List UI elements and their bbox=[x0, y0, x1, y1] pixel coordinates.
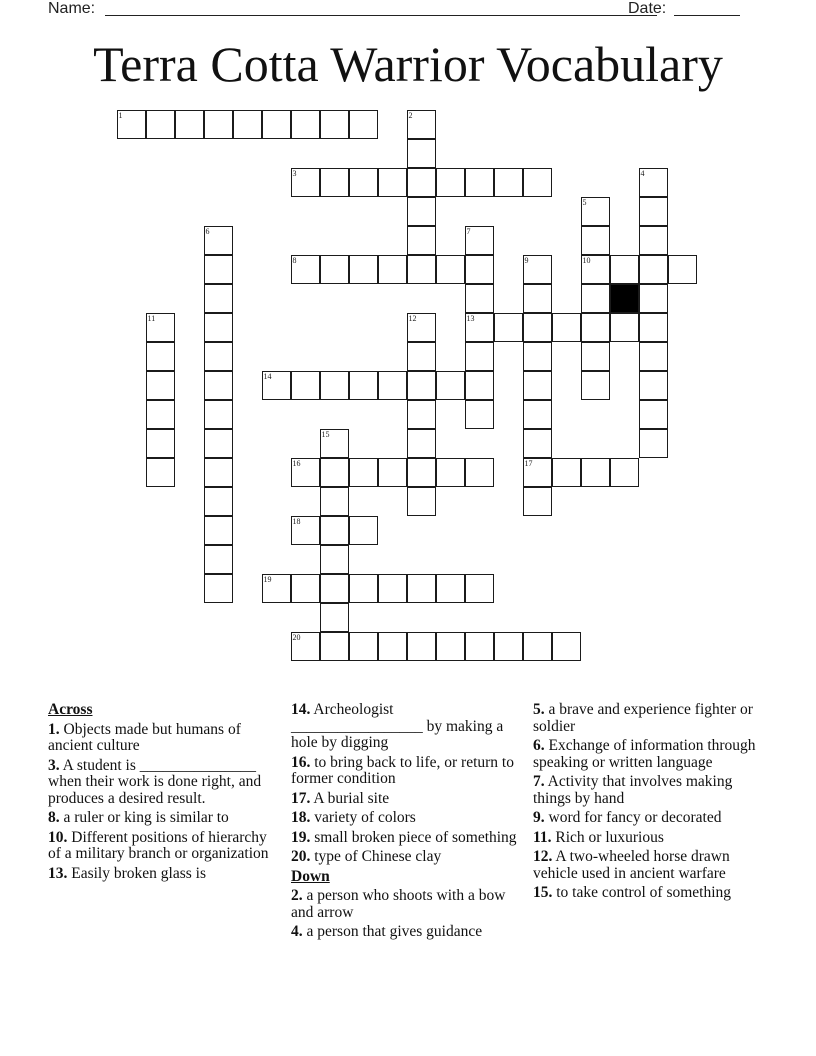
grid-cell[interactable] bbox=[523, 255, 552, 284]
grid-cell[interactable] bbox=[639, 371, 668, 400]
grid-cell[interactable] bbox=[291, 458, 320, 487]
cell-number: 15 bbox=[321, 429, 330, 439]
grid-cell[interactable] bbox=[320, 632, 349, 661]
grid-cell[interactable] bbox=[291, 516, 320, 545]
grid-cell[interactable] bbox=[610, 458, 639, 487]
cell-number: 1 bbox=[118, 110, 123, 120]
cell-number: 9 bbox=[524, 255, 529, 265]
grid-cell[interactable] bbox=[146, 110, 175, 139]
grid-cell[interactable] bbox=[291, 255, 320, 284]
grid-cell[interactable] bbox=[581, 342, 610, 371]
grid-cell[interactable] bbox=[204, 255, 233, 284]
clue-text: A burial site bbox=[313, 789, 390, 807]
grid-cell[interactable] bbox=[523, 400, 552, 429]
grid-cell[interactable] bbox=[436, 168, 465, 197]
grid-cell[interactable] bbox=[204, 545, 233, 574]
clue-across-16 bbox=[291, 755, 523, 788]
clue-across-19 bbox=[291, 830, 523, 847]
grid-cell[interactable] bbox=[320, 110, 349, 139]
grid-cell[interactable] bbox=[407, 168, 436, 197]
clue-text: a ruler or king is similar to bbox=[63, 809, 229, 826]
grid-cell[interactable] bbox=[407, 487, 436, 516]
grid-cell[interactable] bbox=[436, 458, 465, 487]
grid-cell[interactable] bbox=[581, 284, 610, 313]
grid-cell[interactable] bbox=[407, 313, 436, 342]
grid-cell[interactable] bbox=[639, 342, 668, 371]
clue-text: Easily broken glass is bbox=[71, 864, 206, 882]
black-square bbox=[610, 284, 639, 313]
clue-number: 5. bbox=[533, 701, 545, 718]
grid-cell[interactable] bbox=[639, 284, 668, 313]
grid-cell[interactable] bbox=[407, 342, 436, 371]
cell-number: 20 bbox=[292, 632, 301, 642]
grid-cell[interactable] bbox=[639, 429, 668, 458]
clue-across-20 bbox=[291, 849, 523, 866]
grid-cell[interactable] bbox=[349, 516, 378, 545]
clue-text: Exchange of information through speaking or written language bbox=[533, 737, 756, 771]
grid-cell[interactable] bbox=[349, 168, 378, 197]
grid-cell[interactable] bbox=[349, 110, 378, 139]
clue-across-14 bbox=[291, 702, 523, 752]
clue-down-4 bbox=[291, 924, 523, 941]
clue-text: small broken piece of something bbox=[314, 828, 517, 846]
clue-across-3 bbox=[48, 758, 278, 808]
clue-down-7 bbox=[533, 774, 765, 807]
grid-cell[interactable] bbox=[552, 458, 581, 487]
cell-number: 3 bbox=[292, 168, 297, 178]
grid-cell[interactable] bbox=[494, 313, 523, 342]
clue-number: 3. bbox=[48, 756, 60, 774]
clue-number: 16. bbox=[291, 753, 311, 771]
clue-text: type of Chinese clay bbox=[314, 848, 442, 865]
grid-cell[interactable] bbox=[117, 110, 146, 139]
grid-cell[interactable] bbox=[407, 371, 436, 400]
grid-cell[interactable] bbox=[465, 458, 494, 487]
clue-number: 10. bbox=[48, 828, 68, 846]
clue-number: 8. bbox=[48, 809, 60, 826]
grid-cell[interactable] bbox=[320, 516, 349, 545]
clue-number: 11. bbox=[533, 828, 552, 846]
grid-cell[interactable] bbox=[320, 574, 349, 603]
clue-across-10 bbox=[48, 830, 278, 863]
clue-text: word for fancy or decorated bbox=[548, 809, 722, 826]
grid-cell[interactable] bbox=[465, 168, 494, 197]
clue-number: 15. bbox=[533, 884, 553, 901]
clues-column-3 bbox=[533, 702, 765, 905]
clue-number: 19. bbox=[291, 828, 311, 846]
grid-cell[interactable] bbox=[407, 632, 436, 661]
grid-cell[interactable] bbox=[349, 371, 378, 400]
clue-down-9 bbox=[533, 810, 765, 827]
grid-cell[interactable] bbox=[146, 342, 175, 371]
cell-number: 11 bbox=[147, 313, 156, 323]
clue-text: Rich or luxurious bbox=[555, 828, 664, 846]
cell-number: 10 bbox=[582, 255, 591, 265]
grid-cell[interactable] bbox=[436, 574, 465, 603]
page-title: Terra Cotta Warrior Vocabulary bbox=[93, 36, 723, 92]
grid-cell[interactable] bbox=[465, 313, 494, 342]
clue-text: to take control of something bbox=[556, 884, 732, 901]
grid-cell[interactable] bbox=[320, 371, 349, 400]
grid-cell[interactable] bbox=[639, 313, 668, 342]
grid-cell[interactable] bbox=[465, 371, 494, 400]
clue-across-8 bbox=[48, 810, 278, 827]
date-label: Date: bbox=[628, 0, 667, 17]
grid-cell[interactable] bbox=[610, 313, 639, 342]
grid-cell[interactable] bbox=[204, 313, 233, 342]
grid-cell[interactable] bbox=[320, 168, 349, 197]
clue-number: 13. bbox=[48, 864, 68, 882]
clue-number: 12. bbox=[533, 848, 553, 865]
clue-number: 14. bbox=[291, 701, 311, 718]
grid-cell[interactable] bbox=[581, 255, 610, 284]
grid-cell[interactable] bbox=[639, 400, 668, 429]
cell-number: 7 bbox=[466, 226, 471, 236]
grid-cell[interactable] bbox=[378, 168, 407, 197]
grid-cell[interactable] bbox=[668, 255, 697, 284]
grid-cell[interactable] bbox=[320, 487, 349, 516]
grid-cell[interactable] bbox=[204, 458, 233, 487]
across-heading: Across bbox=[48, 701, 93, 718]
grid-cell[interactable] bbox=[639, 255, 668, 284]
clue-text: Objects made but humans of ancient culture bbox=[48, 720, 241, 754]
grid-cell[interactable] bbox=[465, 284, 494, 313]
grid-cell[interactable] bbox=[523, 168, 552, 197]
clue-down-2 bbox=[291, 888, 523, 921]
cell-number: 6 bbox=[205, 226, 210, 236]
grid-cell[interactable] bbox=[407, 574, 436, 603]
grid-cell[interactable] bbox=[320, 255, 349, 284]
grid-cell[interactable] bbox=[581, 458, 610, 487]
grid-cell[interactable] bbox=[552, 313, 581, 342]
grid-cell[interactable] bbox=[465, 255, 494, 284]
grid-cell[interactable] bbox=[523, 487, 552, 516]
grid-cell[interactable] bbox=[523, 342, 552, 371]
grid-cell[interactable] bbox=[291, 110, 320, 139]
grid-cell[interactable] bbox=[378, 458, 407, 487]
clue-across-13 bbox=[48, 866, 278, 883]
grid-cell[interactable] bbox=[146, 371, 175, 400]
grid-cell[interactable] bbox=[204, 371, 233, 400]
cell-number: 8 bbox=[292, 255, 297, 265]
grid-cell[interactable] bbox=[523, 371, 552, 400]
clue-text: a person that gives guidance bbox=[306, 923, 483, 940]
grid-cell[interactable] bbox=[320, 458, 349, 487]
clue-text: Archeologist _________________ by making a hole by digging bbox=[291, 701, 504, 751]
grid-cell[interactable] bbox=[465, 226, 494, 255]
clue-down-5 bbox=[533, 702, 765, 735]
clue-text: A student is _______________ when their work is done right, and produces a desired result. bbox=[48, 756, 262, 807]
grid-cell[interactable] bbox=[320, 545, 349, 574]
grid-cell[interactable] bbox=[233, 110, 262, 139]
clue-number: 17. bbox=[291, 789, 311, 807]
grid-cell[interactable] bbox=[523, 313, 552, 342]
grid-cell[interactable] bbox=[407, 255, 436, 284]
clue-down-11 bbox=[533, 830, 765, 847]
grid-cell[interactable] bbox=[407, 400, 436, 429]
grid-cell[interactable] bbox=[523, 458, 552, 487]
cell-number: 4 bbox=[640, 168, 645, 178]
grid-cell[interactable] bbox=[204, 574, 233, 603]
grid-cell[interactable] bbox=[581, 226, 610, 255]
grid-cell[interactable] bbox=[407, 458, 436, 487]
grid-cell[interactable] bbox=[291, 632, 320, 661]
clue-number: 6. bbox=[533, 737, 545, 754]
grid-cell[interactable] bbox=[639, 226, 668, 255]
cell-number: 2 bbox=[408, 110, 413, 120]
grid-cell[interactable] bbox=[349, 574, 378, 603]
grid-cell[interactable] bbox=[320, 603, 349, 632]
grid-cell[interactable] bbox=[262, 371, 291, 400]
grid-cell[interactable] bbox=[436, 371, 465, 400]
clue-text: variety of colors bbox=[314, 809, 416, 826]
clue-down-6 bbox=[533, 738, 765, 771]
clue-number: 1. bbox=[48, 720, 60, 738]
grid-cell[interactable] bbox=[465, 574, 494, 603]
grid-cell[interactable] bbox=[407, 110, 436, 139]
grid-cell[interactable] bbox=[291, 168, 320, 197]
grid-cell[interactable] bbox=[610, 255, 639, 284]
clue-number: 20. bbox=[291, 848, 311, 865]
cell-number: 5 bbox=[582, 197, 587, 207]
name-label: Name: bbox=[48, 0, 96, 17]
grid-cell[interactable] bbox=[378, 255, 407, 284]
grid-cell[interactable] bbox=[204, 284, 233, 313]
clue-text: A two-wheeled horse drawn vehicle used in ancient warfare bbox=[533, 848, 730, 882]
grid-cell[interactable] bbox=[204, 429, 233, 458]
cell-number: 14 bbox=[263, 371, 272, 381]
grid-cell[interactable] bbox=[146, 429, 175, 458]
grid-cell[interactable] bbox=[204, 400, 233, 429]
grid-cell[interactable] bbox=[204, 516, 233, 545]
down-heading: Down bbox=[291, 867, 330, 885]
grid-cell[interactable] bbox=[523, 429, 552, 458]
grid-cell[interactable] bbox=[204, 487, 233, 516]
grid-cell[interactable] bbox=[436, 632, 465, 661]
grid-cell[interactable] bbox=[407, 139, 436, 168]
grid-cell[interactable] bbox=[146, 458, 175, 487]
clue-text: Activity that involves making things by hand bbox=[533, 773, 733, 807]
grid-cell[interactable] bbox=[262, 110, 291, 139]
grid-cell[interactable] bbox=[523, 632, 552, 661]
grid-cell[interactable] bbox=[291, 574, 320, 603]
grid-cell[interactable] bbox=[465, 342, 494, 371]
clue-number: 9. bbox=[533, 809, 545, 826]
grid-cell[interactable] bbox=[436, 255, 465, 284]
grid-cell[interactable] bbox=[494, 632, 523, 661]
grid-cell[interactable] bbox=[349, 632, 378, 661]
clues-column-2 bbox=[291, 702, 523, 944]
grid-cell[interactable] bbox=[581, 313, 610, 342]
grid-cell[interactable] bbox=[407, 226, 436, 255]
clue-text: Different positions of hierarchy of a military branch or organization bbox=[48, 828, 269, 862]
grid-cell[interactable] bbox=[523, 284, 552, 313]
cell-number: 13 bbox=[466, 313, 475, 323]
grid-cell[interactable] bbox=[291, 371, 320, 400]
clue-text: to bring back to life, or return to former condition bbox=[291, 753, 514, 787]
grid-cell[interactable] bbox=[407, 429, 436, 458]
grid-cell[interactable] bbox=[349, 458, 378, 487]
cell-number: 16 bbox=[292, 458, 301, 468]
grid-cell[interactable] bbox=[349, 255, 378, 284]
grid-cell[interactable] bbox=[465, 400, 494, 429]
grid-cell[interactable] bbox=[204, 110, 233, 139]
clue-number: 4. bbox=[291, 923, 303, 940]
grid-cell[interactable] bbox=[175, 110, 204, 139]
clue-across-17 bbox=[291, 791, 523, 808]
grid-cell[interactable] bbox=[407, 197, 436, 226]
clue-down-12 bbox=[533, 849, 765, 882]
grid-cell[interactable] bbox=[262, 574, 291, 603]
clues-column-1 bbox=[48, 702, 278, 885]
clue-text: a brave and experience fighter or soldier bbox=[533, 701, 753, 735]
grid-cell[interactable] bbox=[204, 226, 233, 255]
grid-cell[interactable] bbox=[378, 574, 407, 603]
clue-across-1 bbox=[48, 722, 278, 755]
clue-number: 2. bbox=[291, 887, 303, 904]
cell-number: 18 bbox=[292, 516, 301, 526]
cell-number: 17 bbox=[524, 458, 533, 468]
grid-cell[interactable] bbox=[146, 400, 175, 429]
grid-cell[interactable] bbox=[494, 168, 523, 197]
grid-cell[interactable] bbox=[639, 197, 668, 226]
grid-cell[interactable] bbox=[378, 632, 407, 661]
grid-cell[interactable] bbox=[581, 371, 610, 400]
clue-down-15 bbox=[533, 885, 765, 902]
grid-cell[interactable] bbox=[378, 371, 407, 400]
grid-cell[interactable] bbox=[204, 342, 233, 371]
clue-number: 18. bbox=[291, 809, 311, 826]
clue-text: a person who shoots with a bow and arrow bbox=[291, 887, 506, 921]
clue-across-18 bbox=[291, 810, 523, 827]
grid-cell[interactable] bbox=[320, 429, 349, 458]
grid-cell[interactable] bbox=[552, 632, 581, 661]
grid-cell[interactable] bbox=[146, 313, 175, 342]
cell-number: 19 bbox=[263, 574, 272, 584]
grid-cell[interactable] bbox=[581, 197, 610, 226]
grid-cell[interactable] bbox=[465, 632, 494, 661]
cell-number: 12 bbox=[408, 313, 417, 323]
grid-cell[interactable] bbox=[639, 168, 668, 197]
clue-number: 7. bbox=[533, 773, 545, 790]
